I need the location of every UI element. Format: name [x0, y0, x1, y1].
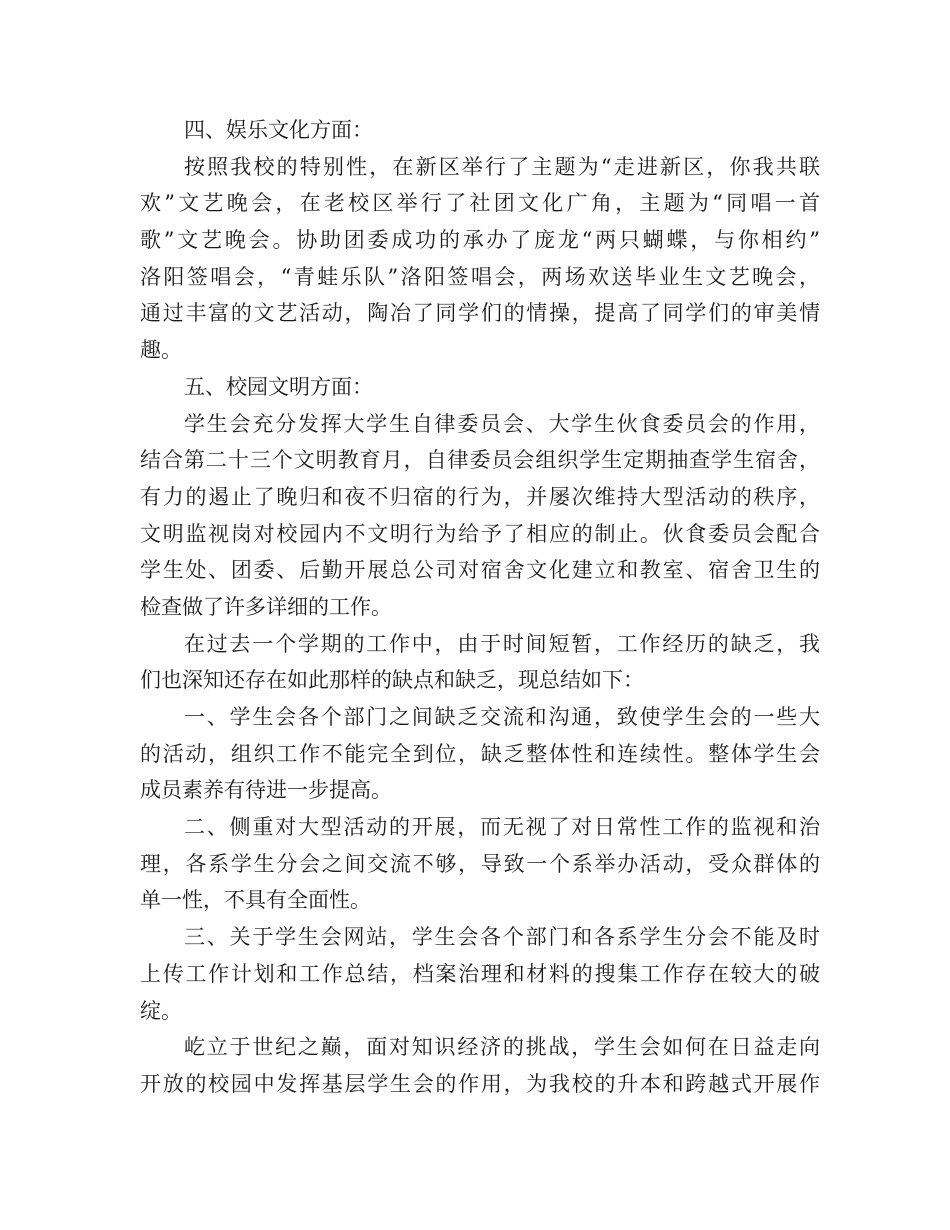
paragraph-line: 检查做了许多详细的工作。 [140, 594, 392, 619]
section-heading-entertainment: 四、娱乐文化方面： [184, 118, 373, 142]
paragraph-line: 有力的遏止了晚归和夜不归宿的行为，并屡次维持大型活动的秩序， [140, 484, 820, 509]
list-item-line: 三、关于学生会网站，学生会各个部门和各系学生分会不能及时 [184, 925, 820, 950]
list-item-line: 成员素养有待进一步提高。 [140, 778, 392, 803]
paragraph-line: 文明监视岗对校园内不文明行为给予了相应的制止。伙食委员会配合 [140, 521, 820, 546]
list-item-line: 的活动，组织工作不能完全到位，缺乏整体性和连续性。整体学生会 [140, 741, 820, 766]
document-body [140, 112, 820, 1103]
paragraph-line: 趣。 [140, 338, 182, 363]
paragraph-line: 欢”文艺晚会，在老校区举行了社团文化广角，主题为“同唱一首 [140, 191, 820, 216]
list-item-line: 理，各系学生分会之间交流不够，导致一个系举办活动，受众群体的 [140, 851, 820, 876]
paragraph-line: 洛阳签唱会，“青蛙乐队”洛阳签唱会，两场欢送毕业生文艺晚会， [140, 264, 820, 289]
paragraph-line: 按照我校的特别性，在新区举行了主题为“走进新区，你我共联 [184, 154, 820, 179]
paragraph-line: 屹立于世纪之巅，面对知识经济的挑战，学生会如何在日益走向 [184, 1035, 820, 1060]
paragraph-line: 结合第二十三个文明教育月，自律委员会组织学生定期抽查学生宿舍， [140, 448, 820, 473]
list-item-line: 二、侧重对大型活动的开展，而无视了对日常性工作的监视和治 [184, 815, 820, 840]
paragraph-line: 通过丰富的文艺活动，陶冶了同学们的情操，提高了同学们的审美情 [140, 301, 820, 326]
list-item-line: 一、学生会各个部门之间缺乏交流和沟通，致使学生会的一些大 [184, 705, 820, 729]
paragraph-line: 在过去一个学期的工作中，由于时间短暂，工作经历的缺乏，我 [184, 631, 820, 656]
paragraph-line: 开放的校园中发挥基层学生会的作用，为我校的升本和跨越式开展作 [140, 1071, 820, 1096]
paragraph-line: 们也深知还存在如此那样的缺点和缺乏，现总结如下： [140, 668, 644, 693]
list-item-line: 单一性，不具有全面性。 [140, 888, 371, 913]
paragraph-line: 歌”文艺晚会。协助团委成功的承办了庞龙“两只蝴蝶，与你相约” [140, 228, 820, 253]
paragraph-line: 学生处、团委、后勤开展总公司对宿舍文化建立和教室、宿舍卫生的 [140, 558, 820, 583]
list-item-line: 绽。 [140, 998, 182, 1023]
section-heading-campus-civility: 五、校园文明方面： [184, 374, 373, 399]
paragraph-line: 学生会充分发挥大学生自律委员会、大学生伙食委员会的作用， [184, 411, 820, 436]
list-item-line: 上传工作计划和工作总结，档案治理和材料的搜集工作存在较大的破 [140, 961, 820, 986]
